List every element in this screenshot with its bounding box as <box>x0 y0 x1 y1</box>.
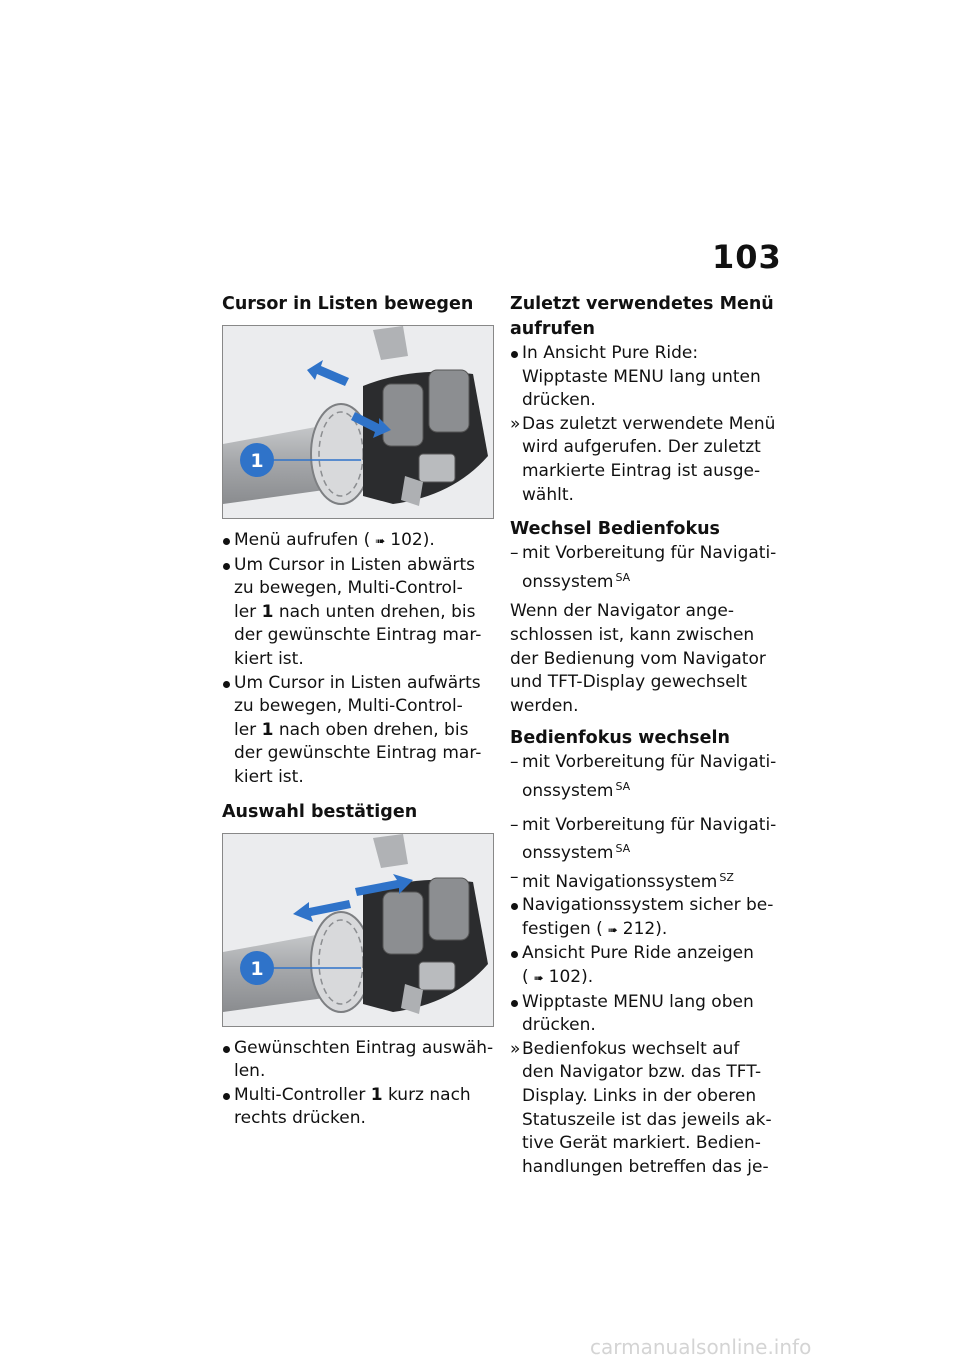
section-title-last-menu: Zuletzt verwendetes Menü aufrufen <box>510 294 774 339</box>
list-item: Um Cursor in Listen abwärts zu bewegen, Multi-Control- ler 1 nach unten drehen, bis der gewünschte Eintrag mar- kiert ist. <box>234 554 482 669</box>
section-title-cursor: Cursor in Listen bewegen <box>222 294 474 314</box>
list-item: Menü aufrufen ( ➠ 102). <box>222 529 494 554</box>
list-item: Gewünschten Eintrag auswäh-len. <box>234 1037 494 1082</box>
callout-label: 1 <box>250 450 264 472</box>
condition-item: – mit Vorbereitung für Navigati- onssystem $^{SA}$ <box>510 752 777 801</box>
list-last-menu <box>510 342 788 507</box>
right-column <box>510 292 788 1179</box>
figure-controller-rotate <box>222 325 494 519</box>
controller-illustration <box>223 326 493 518</box>
controller-illustration <box>223 834 493 1026</box>
callout-label: 1 <box>250 957 264 980</box>
list-item: Um Cursor in Listen aufwärts zu bewegen, Multi-Control- ler 1 nach oben drehen, bis der gewünschte Eintrag mar- kiert ist. <box>234 672 482 787</box>
list-change-focus <box>510 751 788 803</box>
list-change-focus-steps <box>510 814 788 1180</box>
paragraph-navigator: Wenn der Navigator ange- schlossen ist, kann zwischen der Bedienung vom Navigator und TFT-Display gewechselt werden. <box>510 601 766 716</box>
list-cursor <box>222 529 494 790</box>
list-item: Ansicht Pure Ride anzeigen ( ➠ 102). <box>510 942 788 990</box>
list-item: Wipptaste MENU lang oben drücken. <box>522 991 754 1036</box>
condition-item: – mit Navigationssystem $^{SZ}$ <box>510 866 734 892</box>
reference-arrow-icon: ➠ <box>607 922 618 937</box>
list-condition <box>510 542 788 594</box>
page-number: 103 <box>712 238 782 276</box>
list-item: Multi-Controller 1 kurz nach rechts drücken. <box>234 1084 471 1129</box>
condition-item: – mit Vorbereitung für Navigati- onssystem $^{SA}$ <box>510 543 777 592</box>
condition-item: – mit Vorbereitung für Navigati- onssystem $^{SA}$ <box>510 814 777 864</box>
watermark: carmanualsonline.info <box>590 1335 812 1359</box>
section-title-focus-switch: Wechsel Bedienfokus <box>510 519 720 540</box>
list-item: In Ansicht Pure Ride: Wipptaste MENU lang unten drücken. <box>522 343 761 411</box>
result-item: » Bedienfokus wechselt auf den Navigator bzw. das TFT- Display. Links in der oberen Statuszeile ist das jeweils ak- tive Gerät markiert. Bedien- handlungen betreffen das je- <box>510 1038 772 1177</box>
figure-controller-press <box>222 833 494 1027</box>
reference-arrow-icon: ➠ <box>533 971 544 986</box>
list-item: Navigationssystem sicher be- festigen ( ➠ 212). <box>510 894 788 942</box>
result-item: » Das zuletzt verwendete Menü wird aufgerufen. Der zuletzt markierte Eintrag ist ausge- wählt. <box>510 413 776 505</box>
section-title-change-focus: Bedienfokus wechseln <box>510 728 730 749</box>
reference-arrow-icon: ➠ <box>375 534 386 548</box>
list-confirm <box>222 1037 494 1131</box>
left-column <box>222 292 494 1131</box>
section-title-confirm: Auswahl bestätigen <box>222 801 418 822</box>
